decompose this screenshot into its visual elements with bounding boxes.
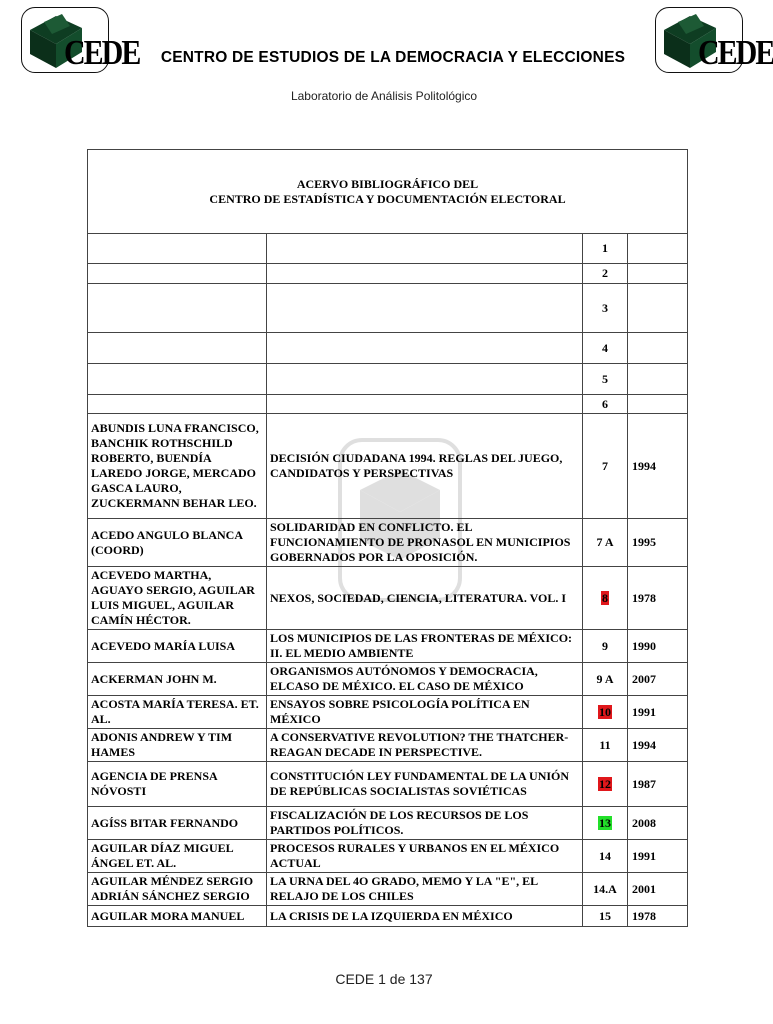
year-cell: 2008	[628, 807, 688, 840]
number-cell	[583, 264, 628, 284]
table-row	[88, 873, 688, 906]
author-cell	[88, 364, 267, 395]
year-cell: 1987	[628, 762, 688, 807]
title-cell: DECISIÓN CIUDADANA 1994. REGLAS DEL JUEGO, CANDIDATOS Y PERSPECTIVAS	[267, 414, 583, 519]
title-cell	[267, 284, 583, 333]
table-row	[88, 333, 688, 364]
catalog-number: 9	[602, 638, 608, 653]
table-row	[88, 414, 688, 519]
author-cell: ACOSTA MARÍA TERESA. ET. AL.	[88, 696, 267, 729]
subtitle: Laboratorio de Análisis Politológico	[290, 89, 478, 103]
number-cell	[583, 333, 628, 364]
title-cell: NEXOS, SOCIEDAD, CIENCIA, LITERATURA. VOL. I	[267, 567, 583, 630]
author-cell	[88, 333, 267, 364]
catalog-number: 14.A	[593, 881, 617, 896]
number-cell	[583, 906, 628, 927]
author-cell: AGUILAR DÍAZ MIGUEL ÁNGEL ET. AL.	[88, 840, 267, 873]
table-row	[88, 284, 688, 333]
year-cell	[628, 264, 688, 284]
table-title	[88, 150, 688, 234]
author-cell: AGÍSS BITAR FERNANDO	[88, 807, 267, 840]
catalog-number: 2	[602, 266, 608, 280]
table-row	[88, 395, 688, 414]
author-cell: AGUILAR MÉNDEZ SERGIO ADRIÁN SÁNCHEZ SERGIO	[88, 873, 267, 906]
catalog-number: 7	[602, 458, 608, 473]
year-cell: 1994	[628, 729, 688, 762]
number-cell	[583, 807, 628, 840]
table-row	[88, 762, 688, 807]
year-cell: 1978	[628, 906, 688, 927]
author-cell: ACEVEDO MARTHA, AGUAYO SERGIO, AGUILAR LUIS MIGUEL, AGUILAR CAMÍN HÉCTOR.	[88, 567, 267, 630]
catalog-number: 6	[602, 396, 608, 411]
year-cell: 1995	[628, 519, 688, 567]
author-cell: ACEVEDO MARÍA LUISA	[88, 630, 267, 663]
title-cell	[267, 364, 583, 395]
table-row	[88, 264, 688, 284]
catalog-number: 10	[599, 704, 611, 719]
title-cell: A CONSERVATIVE REVOLUTION? THE THATCHER-REAGAN DECADE IN PERSPECTIVE.	[267, 729, 583, 762]
table-title-row	[88, 150, 688, 234]
author-cell	[88, 234, 267, 264]
year-cell: 1994	[628, 414, 688, 519]
page-footer: CEDE 1 de 137	[335, 971, 433, 987]
year-cell: 1990	[628, 630, 688, 663]
number-cell	[583, 364, 628, 395]
title-cell: LA CRISIS DE LA IZQUIERDA EN MÉXICO	[267, 906, 583, 927]
number-cell	[583, 234, 628, 264]
table-row	[88, 630, 688, 663]
number-cell	[583, 414, 628, 519]
number-cell	[583, 567, 628, 630]
author-cell	[88, 264, 267, 284]
catalog-number: 15	[599, 908, 611, 923]
author-cell: AGENCIA DE PRENSA NÓVOSTI	[88, 762, 267, 807]
author-cell: AGUILAR MORA MANUEL	[88, 906, 267, 927]
catalog-number: 11	[599, 737, 611, 752]
table-row	[88, 840, 688, 873]
cede-logo-left	[21, 7, 140, 73]
author-cell: ACEDO ANGULO BLANCA (COORD)	[88, 519, 267, 567]
table-row	[88, 663, 688, 696]
number-cell	[583, 630, 628, 663]
title-cell: ORGANISMOS AUTÓNOMOS Y DEMOCRACIA, ELCASO DE MÉXICO. EL CASO DE MÉXICO	[267, 663, 583, 696]
catalog-number: 9 A	[596, 671, 614, 686]
number-cell	[583, 696, 628, 729]
title-cell: FISCALIZACIÓN DE LOS RECURSOS DE LOS PARTIDOS POLÍTICOS.	[267, 807, 583, 840]
bibliography-table	[87, 149, 688, 927]
number-cell	[583, 873, 628, 906]
title-cell	[267, 264, 583, 284]
author-cell: ADONIS ANDREW Y TIM HAMES	[88, 729, 267, 762]
logo-text: CEDE	[698, 34, 773, 72]
title-cell: CONSTITUCIÓN LEY FUNDAMENTAL DE LA UNIÓN DE REPÚBLICAS SOCIALISTAS SOVIÉTICAS	[267, 762, 583, 807]
table-title-line1: ACERVO BIBLIOGRÁFICO DEL	[296, 176, 479, 191]
author-cell: ACKERMAN JOHN M.	[88, 663, 267, 696]
table-row	[88, 807, 688, 840]
cede-logo-right	[655, 7, 773, 73]
author-cell: ABUNDIS LUNA FRANCISCO, BANCHIK ROTHSCHILD ROBERTO, BUENDÍA LAREDO JORGE, MERCADO GASCA LAURO, ZUCKERMANN BEHAR LEO.	[88, 414, 267, 519]
year-cell	[628, 234, 688, 264]
title-cell: SOLIDARIDAD EN CONFLICTO. EL FUNCIONAMIENTO DE PRONASOL EN MUNICIPIOS GOBERNADOS POR LA OPOSICIÓN.	[267, 519, 583, 567]
catalog-number: 5	[602, 371, 608, 386]
number-cell	[583, 395, 628, 414]
title-cell	[267, 395, 583, 414]
table-row	[88, 567, 688, 630]
number-cell	[583, 284, 628, 333]
title-cell: PROCESOS RURALES Y URBANOS EN EL MÉXICO ACTUAL	[267, 840, 583, 873]
number-cell	[583, 663, 628, 696]
number-cell	[583, 762, 628, 807]
title-cell: LOS MUNICIPIOS DE LAS FRONTERAS DE MÉXICO: II. EL MEDIO AMBIENTE	[267, 630, 583, 663]
catalog-number: 13	[599, 815, 611, 830]
year-cell: 2001	[628, 873, 688, 906]
title-cell: ENSAYOS SOBRE PSICOLOGÍA POLÍTICA EN MÉXICO	[267, 696, 583, 729]
year-cell: 1978	[628, 567, 688, 630]
catalog-number: 7 A	[596, 535, 614, 549]
table-title-line2: CENTRO DE ESTADÍSTICA Y DOCUMENTACIÓN ELECTORAL	[209, 191, 566, 206]
number-cell	[583, 519, 628, 567]
year-cell: 1991	[628, 696, 688, 729]
org-title: CENTRO DE ESTUDIOS DE LA DEMOCRACIA Y ELECCIONES	[160, 49, 626, 66]
year-cell	[628, 395, 688, 414]
title-cell: LA URNA DEL 4O GRADO, MEMO Y LA "E", EL RELAJO DE LOS CHILES	[267, 873, 583, 906]
author-cell	[88, 284, 267, 333]
catalog-number: 14	[599, 848, 611, 863]
year-cell	[628, 333, 688, 364]
table-row	[88, 906, 688, 927]
year-cell: 1991	[628, 840, 688, 873]
catalog-number: 1	[602, 241, 608, 255]
catalog-number: 4	[602, 340, 608, 355]
catalog-number: 8	[602, 590, 608, 605]
title-cell	[267, 333, 583, 364]
logo-text: CEDE	[64, 34, 140, 72]
year-cell	[628, 364, 688, 395]
year-cell: 2007	[628, 663, 688, 696]
catalog-number: 3	[602, 300, 608, 315]
table-row	[88, 729, 688, 762]
table-row	[88, 696, 688, 729]
catalog-number: 12	[599, 776, 611, 791]
title-cell	[267, 234, 583, 264]
table-row	[88, 364, 688, 395]
year-cell	[628, 284, 688, 333]
number-cell	[583, 840, 628, 873]
author-cell	[88, 395, 267, 414]
table-row	[88, 234, 688, 264]
table-row	[88, 519, 688, 567]
number-cell	[583, 729, 628, 762]
